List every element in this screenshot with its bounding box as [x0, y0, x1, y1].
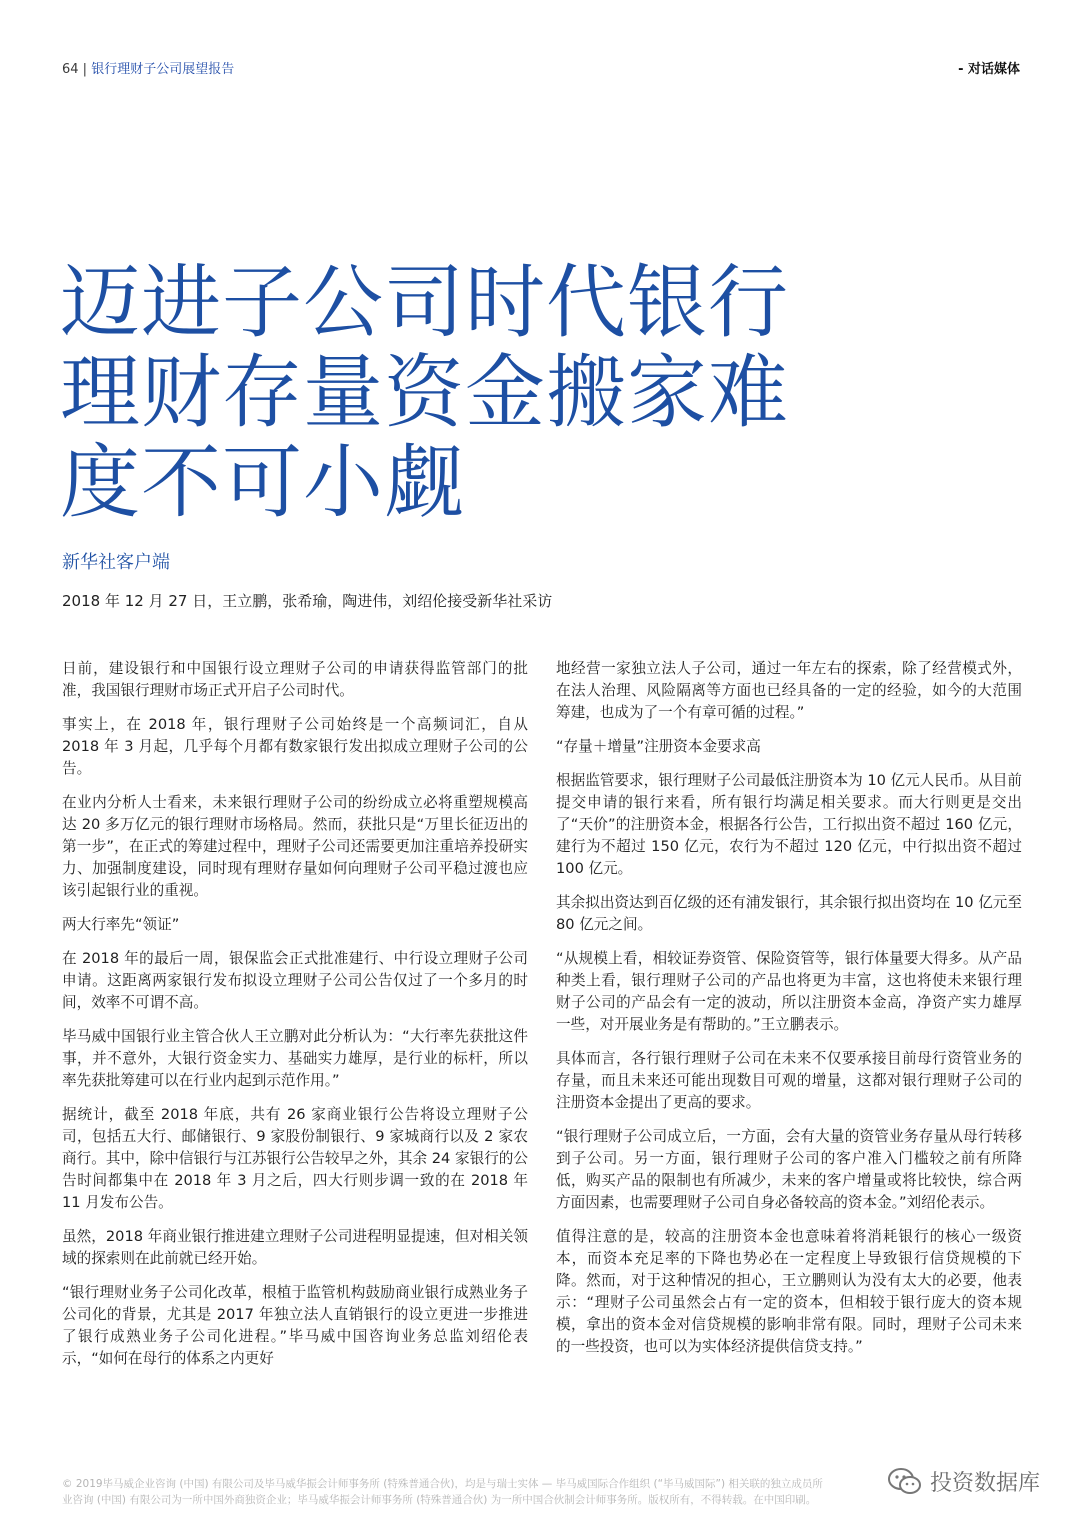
wechat-icon [888, 1467, 922, 1497]
paragraph: 值得注意的是，较高的注册资本金也意味着将消耗银行的核心一级资本，而资本充足率的下降也势必在一定程度上导致银行信贷规模的下降。然而，对于这种情况的担心，王立鹏则认为没有太大的必要，他表示：“理财子公司虽然会占有一定的资本，但相较于银行庞大的资本规模，拿出的资本金对信贷规模的影响非常有限。同时，理财子公司未来的一些投资，也可以为实体经济提供信贷支持。” [556, 1228, 1022, 1355]
article-source: 新华社客户端 [62, 552, 170, 573]
paragraph: 日前，建设银行和中国银行设立理财子公司的申请获得监管部门的批准，我国银行理财市场正式开启子公司时代。 [62, 660, 528, 699]
watermark [888, 1466, 1040, 1497]
page-number: 64 | [62, 62, 92, 77]
footer-line: 业咨询 (中国) 有限公司为一所中国外商独资企业；毕马威华振会计师事务所 (特殊普通合伙) 为一所中国合伙制会计师事务所。版权所有，不得转载。在中国印刷。 [62, 1494, 817, 1506]
paragraph: “从规模上看，相较证券资管、保险资管等，银行体量要大得多。从产品种类上看，银行理财子公司的产品也将更为丰富，这也将使未来银行理财子公司的产品会有一定的波动，所以注册资本金高，净资产实力雄厚一些，对开展业务是有帮助的。”王立鹏表示。 [556, 950, 1022, 1033]
paragraph: 其余拟出资达到百亿级的还有浦发银行，其余银行拟出资均在 10 亿元至 80 亿元之间。 [556, 894, 1022, 933]
paragraph: 毕马威中国银行业主管合伙人王立鹏对此分析认为：“大行率先获批这件事，并不意外，大银行资金实力、基础实力雄厚，是行业的标杆，所以率先获批筹建可以在行业内起到示范作用。” [62, 1028, 528, 1089]
paragraph: 虽然，2018 年商业银行推进建立理财子公司进程明显提速，但对相关领域的探索则在此前就已经开始。 [62, 1228, 528, 1267]
paragraph: “银行理财子公司成立后，一方面，会有大量的资管业务存量从母行转移到子公司。另一方面，银行理财子公司的客户准入门槛较之前有所降低，购买产品的限制也有所减少，未来的客户增量或将比较快，综合两方面因素，也需要理财子公司自身必备较高的资本金。”刘绍伦表示。 [556, 1128, 1022, 1211]
section-label: - 对话媒体 [958, 62, 1020, 77]
paragraph: “银行理财业务子公司化改革，根植于监管机构鼓励商业银行成熟业务子公司化的背景，尤其是 2017 年独立法人直销银行的设立更进一步推进了银行成熟业务子公司化进程。”毕马威中国咨询业务总监刘绍伦表示，“如何在母行的体系之内更好 [62, 1284, 528, 1367]
title-line: 度不可小觑 [60, 436, 465, 529]
copyright-footer [62, 1476, 882, 1508]
paragraph: 根据监管要求，银行理财子公司最低注册资本为 10 亿元人民币。从目前提交申请的银行来看，所有银行均满足相关要求。而大行则更是交出了“天价”的注册资本金，根据各行公告，工行拟出资不超过 160 亿元，建行为不超过 150 亿元，农行为不超过 120 亿元，中行拟出资不超过 100 亿元。 [556, 772, 1022, 877]
footer-line: © 2019毕马威企业咨询 (中国) 有限公司及毕马威华振会计师事务所 (特殊普通合伙)，均是与瑞士实体 — 毕马威国际合作组织 (“毕马威国际”) 相关联的独立成员所 [62, 1478, 823, 1490]
paragraph: 事实上，在 2018 年，银行理财子公司始终是一个高频词汇，自从 2018 年 3 月起，几乎每个月都有数家银行发出拟成立理财子公司的公告。 [62, 716, 528, 777]
title-line: 理财存量资金搬家难 [60, 346, 789, 439]
article-title [60, 256, 789, 529]
paragraph: 地经营一家独立法人子公司，通过一年左右的探索，除了经营模式外，在法人治理、风险隔离等方面也已经具备的一定的经验，如今的大范围筹建，也成为了一个有章可循的过程。” [556, 660, 1022, 721]
paragraph: 在 2018 年的最后一周，银保监会正式批准建行、中行设立理财子公司申请。这距离两家银行发布拟设立理财子公司公告仅过了一个多月的时间，效率不可谓不高。 [62, 950, 528, 1011]
title-line: 迈进子公司时代银行 [60, 256, 789, 349]
subheading: “存量＋增量”注册资本金要求高 [556, 738, 761, 755]
report-title: 银行理财子公司展望报告 [91, 62, 235, 77]
paragraph: 据统计，截至 2018 年底，共有 26 家商业银行公告将设立理财子公司，包括五大行、邮储银行、9 家股份制银行、9 家城商行以及 2 家农商行。其中，除中信银行与江苏银行公告较早之外，其余 24 家银行的公告时间都集中在 2018 年 3 月之后，四大行则步调一致的在 2018 年 11 月发布公告。 [62, 1106, 528, 1211]
right-column [556, 658, 1022, 1370]
watermark-text: 投资数据库 [929, 1471, 1040, 1496]
left-column [62, 658, 528, 1382]
subheading: 两大行率先“领证” [62, 916, 180, 933]
paragraph: 具体而言，各行银行理财子公司在未来不仅要承接目前母行资管业务的存量，而且未来还可能出现数目可观的增量，这都对银行理财子公司的注册资本金提出了更高的要求。 [556, 1050, 1022, 1111]
paragraph: 在业内分析人士看来，未来银行理财子公司的纷纷成立必将重塑规模高达 20 多万亿元的银行理财市场格局。然而，获批只是“万里长征迈出的第一步”，在正式的筹建过程中，理财子公司还需要更加注重培养投研实力、加强制度建设，同时现有理财存量如何向理财子公司平稳过渡也应该引起银行业的重视。 [62, 794, 528, 899]
article-dateline: 2018 年 12 月 27 日，王立鹏，张希瑜，陶进伟，刘绍伦接受新华社采访 [62, 592, 553, 610]
page-header [62, 58, 234, 77]
